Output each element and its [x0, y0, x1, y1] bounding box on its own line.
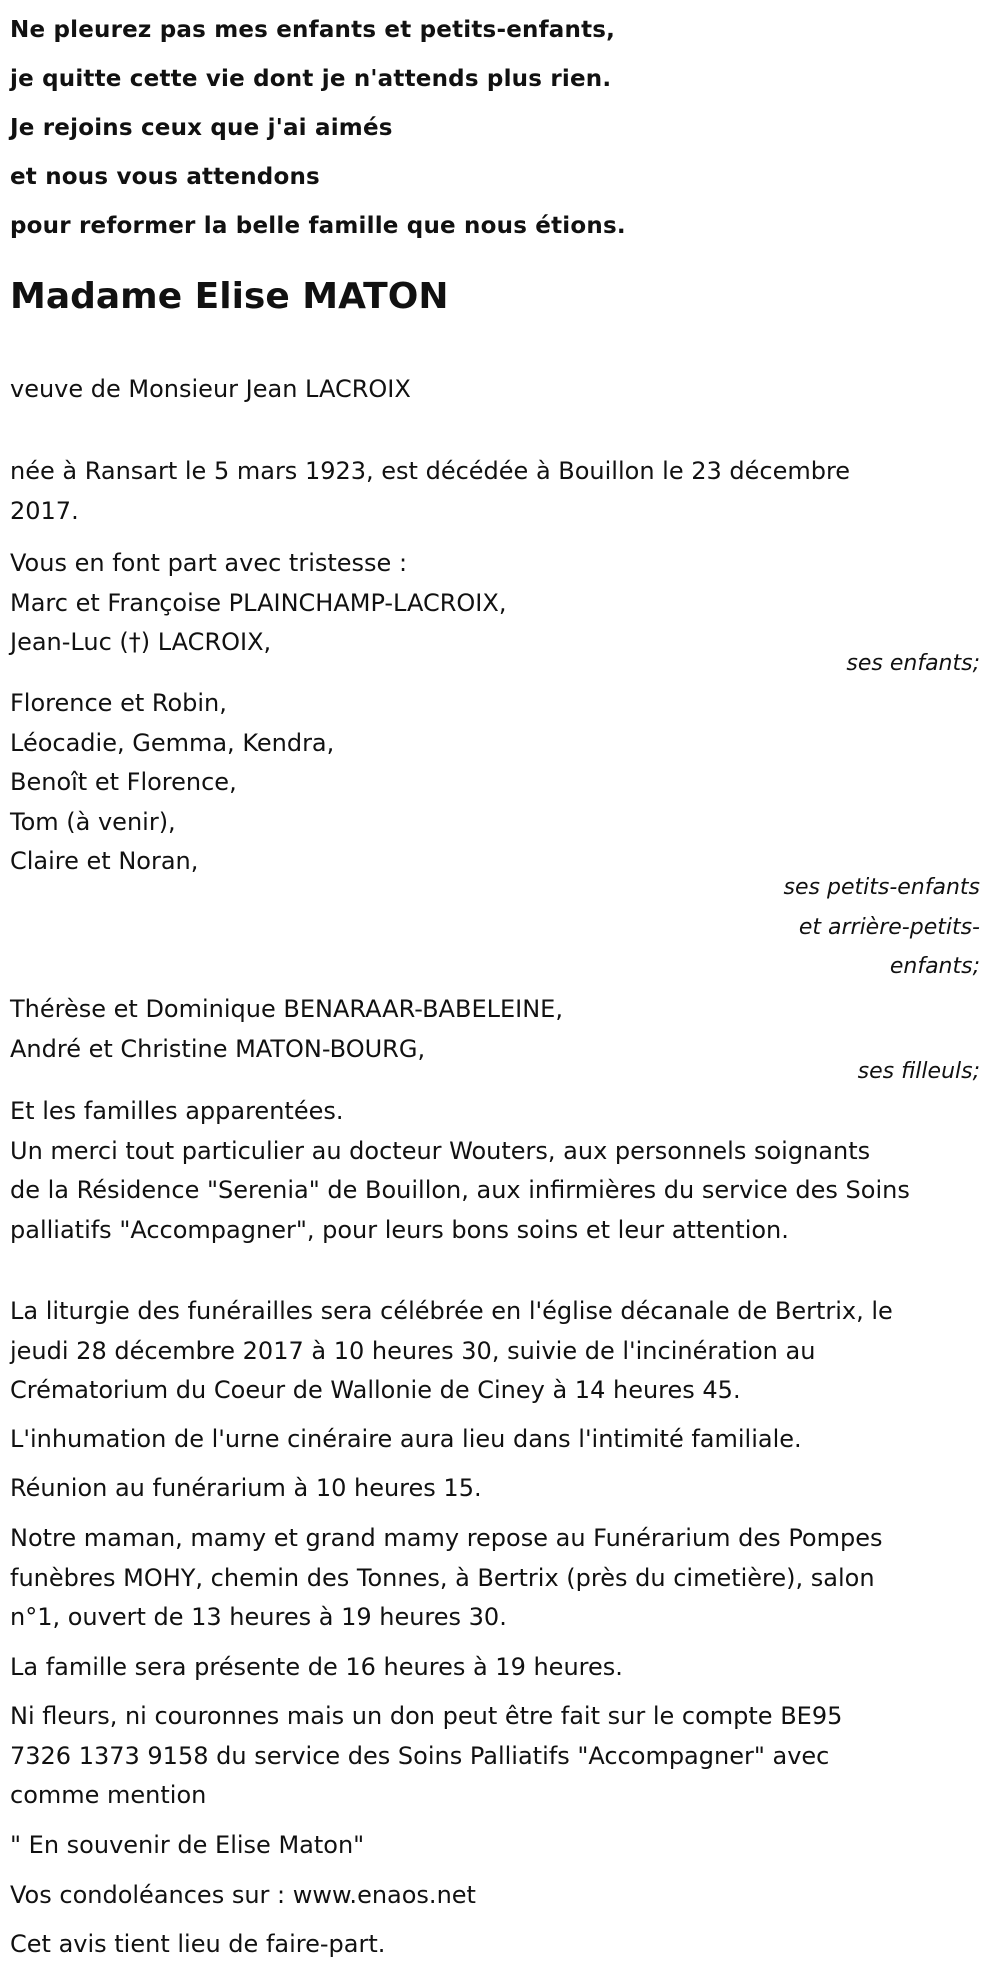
- grandchild-line: Florence et Robin,: [10, 689, 227, 717]
- liturgy-block: [10, 1292, 980, 1411]
- grandchildren-role-line: enfants;: [889, 954, 980, 979]
- families-line: Et les familles apparentées.: [10, 1097, 344, 1125]
- grandchild-line: Tom (à venir),: [10, 807, 176, 836]
- thanks-line: de la Résidence "Serenia" de Bouillon, aux infirmières du service des Soins: [10, 1176, 910, 1204]
- godchild-line: André et Christine MATON-BOURG,: [10, 1034, 426, 1063]
- burial-line: L'inhumation de l'urne cinéraire aura lieu dans l'intimité familiale.: [10, 1425, 802, 1453]
- presence-line: La famille sera présente de 16 heures à 19 heures.: [10, 1653, 623, 1681]
- announce-line: Vous en font part avec tristesse :: [10, 549, 408, 577]
- grandchildren-role-line: et arrière-petits-: [798, 914, 980, 940]
- poem-line: Ne pleurez pas mes enfants et petits-enfants,: [10, 17, 616, 43]
- poem-line: je quitte cette vie dont je n'attends plus rien.: [10, 66, 612, 92]
- grandchild-line: Claire et Noran,: [10, 847, 199, 875]
- children-role: ses enfants;: [846, 651, 980, 676]
- grandchildren-role-line: ses petits-enfants: [783, 875, 980, 900]
- rest-line: Notre maman, mamy et grand mamy repose au Funérarium des Pompes: [10, 1524, 883, 1552]
- child-line: Jean-Luc (†) LACROIX,: [10, 628, 272, 656]
- thanks-line: Un merci tout particulier au docteur Wouters, aux personnels soignants: [10, 1136, 871, 1165]
- memory-line: " En souvenir de Elise Maton": [10, 1831, 365, 1859]
- condolences-line: Vos condoléances sur : www.enaos.net: [10, 1881, 476, 1909]
- deceased-name: Madame Elise MATON: [10, 276, 449, 317]
- donation-line: 7326 1373 9158 du service des Soins Palliatifs "Accompagner" avec: [10, 1741, 830, 1770]
- spouse-line: veuve de Monsieur Jean LACROIX: [10, 375, 411, 403]
- grandchildren-block: [10, 684, 980, 882]
- thanks-block: [10, 1092, 980, 1250]
- notice-line: Cet avis tient lieu de faire-part.: [10, 1930, 386, 1958]
- rest-line: n°1, ouvert de 13 heures à 19 heures 30.: [10, 1603, 507, 1631]
- rest-line: funèbres MOHY, chemin des Tonnes, à Bertrix (près du cimetière), salon: [10, 1563, 875, 1592]
- poem-line: et nous vous attendons: [10, 164, 320, 190]
- child-line: Marc et Françoise PLAINCHAMP-LACROIX,: [10, 588, 507, 617]
- birth-death-line: 2017.: [10, 496, 79, 525]
- donation-block: [10, 1697, 980, 1816]
- grandchild-line: Léocadie, Gemma, Kendra,: [10, 728, 335, 757]
- grandchild-line: Benoît et Florence,: [10, 768, 237, 796]
- rest-block: [10, 1519, 980, 1638]
- godchild-line: Thérèse et Dominique BENARAAR-BABELEINE,: [10, 995, 563, 1023]
- poem: [10, 0, 980, 251]
- birth-death: [10, 452, 980, 531]
- godchildren-role: ses filleuls;: [857, 1059, 980, 1084]
- birth-death-line: née à Ransart le 5 mars 1923, est décédée à Bouillon le 23 décembre: [10, 457, 851, 485]
- obituary-content: [10, 0, 980, 1958]
- liturgy-line: La liturgie des funérailles sera célébrée en l'église décanale de Bertrix, le: [10, 1297, 893, 1325]
- liturgy-line: jeudi 28 décembre 2017 à 10 heures 30, suivie de l'incinération au: [10, 1336, 816, 1365]
- poem-line: Je rejoins ceux que j'ai aimés: [10, 115, 393, 141]
- poem-line: pour reformer la belle famille que nous étions.: [10, 213, 626, 239]
- thanks-line: palliatifs "Accompagner", pour leurs bons soins et leur attention.: [10, 1215, 789, 1244]
- liturgy-line: Crématorium du Coeur de Wallonie de Ciney à 14 heures 45.: [10, 1376, 741, 1404]
- donation-line: comme mention: [10, 1781, 207, 1809]
- grandchildren-role: [10, 868, 980, 987]
- meeting-line: Réunion au funérarium à 10 heures 15.: [10, 1474, 482, 1502]
- donation-line: Ni fleurs, ni couronnes mais un don peut être fait sur le compte BE95: [10, 1702, 843, 1730]
